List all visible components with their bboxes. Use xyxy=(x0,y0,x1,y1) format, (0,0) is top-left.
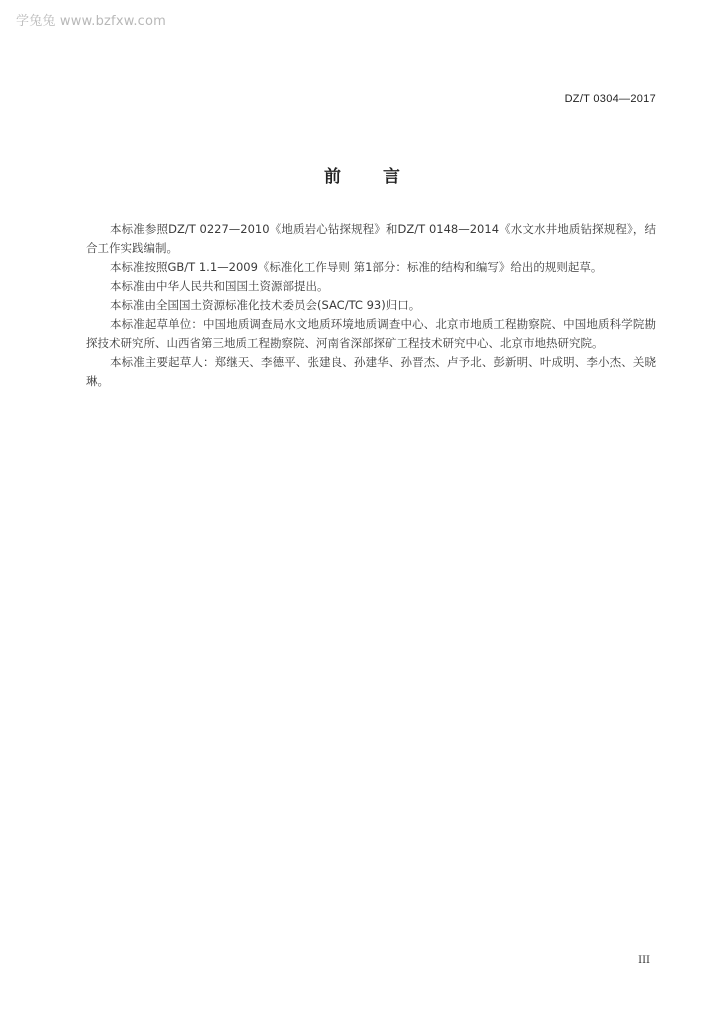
paragraph-drafting-rules: 本标准按照GB/T 1.1—2009《标准化工作导则 第1部分：标准的结构和编写》给出的规则起草。 xyxy=(110,260,603,274)
paragraph-drafters: 本标准主要起草人：郑继天、李德平、张建良、孙建华、孙晋杰、卢予北、彭新明、叶成明、李小杰、关晓琳。 xyxy=(86,355,656,388)
page-title xyxy=(0,162,724,187)
foreword-body xyxy=(86,220,656,391)
standard-code: DZ/T 0304—2017 xyxy=(564,93,656,105)
title-char-2: 言 xyxy=(383,167,400,187)
paragraph-reference: 本标准参照DZ/T 0227—2010《地质岩心钻探规程》和DZ/T 0148—2014《水文水井地质钻探规程》，结合工作实践编制。 xyxy=(86,222,656,255)
page-number: III xyxy=(638,955,650,966)
title-char-1: 前 xyxy=(324,167,341,187)
paragraph-drafting-units: 本标准起草单位：中国地质调查局水文地质环境地质调查中心、北京市地质工程勘察院、中国地质科学院勘探技术研究所、山西省第三地质工程勘察院、河南省深部探矿工程技术研究中心、北京市地热研究院。 xyxy=(86,317,656,350)
paragraph-proposer: 本标准由中华人民共和国国土资源部提出。 xyxy=(110,279,329,293)
watermark-text: 学兔兔 www.bzfxw.com xyxy=(16,14,167,29)
paragraph-administration: 本标准由全国国土资源标准化技术委员会(SAC/TC 93)归口。 xyxy=(110,298,421,312)
